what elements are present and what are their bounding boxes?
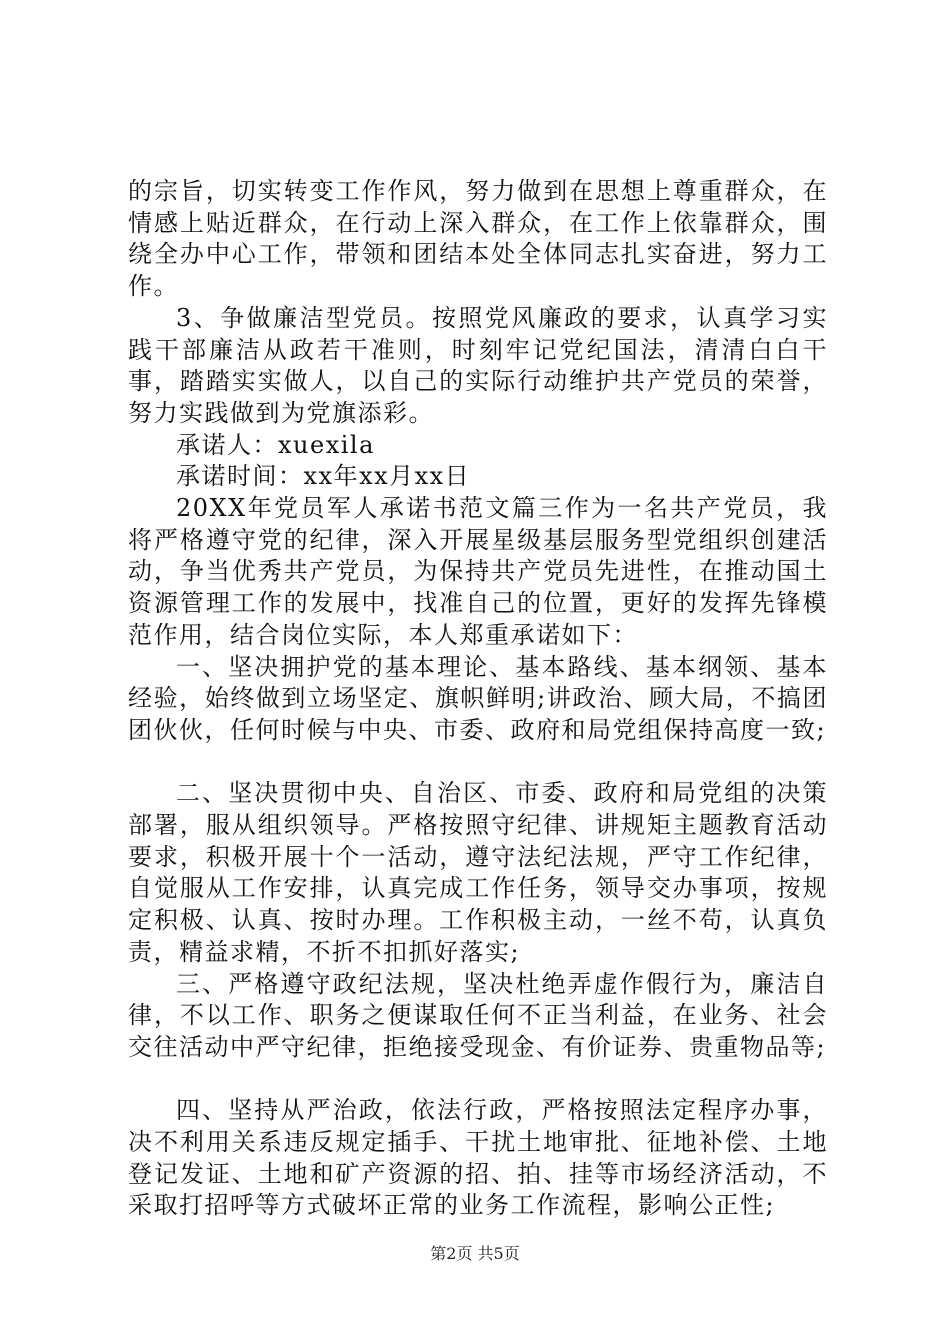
page-number-footer: 第2页 共5页 xyxy=(430,1244,520,1263)
promisor-line: 承诺人：xuexila xyxy=(176,430,375,459)
paragraph-intro-part3: 20XX年党员军人承诺书范文篇三作为一名共产党员，我将严格遵守党的纪律，深入开展星级基层服务型党组织创建活动，争当优秀共产党员，为保持共产党员先进性，在推动国土资源管理工作的发展中，找准自己的位置，更好的发挥先锋模范作用，结合岗位实际，本人郑重承诺如下： xyxy=(128,494,828,649)
paragraph-item-one: 一、坚决拥护党的基本理论、基本路线、基本纲领、基本经验，始终做到立场坚定、旗帜鲜明;讲政治、顾大局，不搞团团伙伙，任何时候与中央、市委、政府和局党组保持高度一致; xyxy=(128,652,828,744)
paragraph-item-three: 三、严格遵守政纪法规，坚决杜绝弄虚作假行为，廉洁自律，不以工作、职务之便谋取任何不正当利益，在业务、社会交往活动中严守纪律，拒绝接受现金、有价证券、贵重物品等; xyxy=(128,969,828,1061)
document-body xyxy=(128,176,828,1222)
paragraph-continuation: 的宗旨，切实转变工作作风，努力做到在思想上尊重群众，在情感上贴近群众，在行动上深入群众，在工作上依靠群众，围绕全办中心工作，带领和团结本处全体同志扎实奋进，努力工作。 xyxy=(128,177,828,301)
paragraph-spacer xyxy=(128,747,828,779)
paragraph-item-four: 四、坚持从严治政，依法行政，严格按照法定程序办事，决不利用关系违反规定插手、干扰土地审批、征地补偿、土地登记发证、土地和矿产资源的招、拍、挂等市场经济活动，不采取打招呼等方式破坏正常的业务工作流程，影响公正性; xyxy=(128,1096,828,1220)
paragraph-item-3: 3、争做廉洁型党员。按照党风廉政的要求，认真学习实践干部廉洁从政若干准则，时刻牢记党纪国法，清清白白干事，踏踏实实做人，以自己的实际行动维护共产党员的荣誉，努力实践做到为党旗添彩。 xyxy=(128,303,828,427)
paragraph-spacer xyxy=(128,1064,828,1096)
paragraph-item-two: 二、坚决贯彻中央、自治区、市委、政府和局党组的决策部署，服从组织领导。严格按照守纪律、讲规矩主题教育活动要求，积极开展十个一活动，遵守法纪法规，严守工作纪律，自觉服从工作安排，认真完成工作任务，领导交办事项，按规定积极、认真、按时办理。工作积极主动，一丝不苟，认真负责，精益求精，不折不扣抓好落实; xyxy=(128,779,828,966)
promise-date-line: 承诺时间：xx年xx月xx日 xyxy=(176,462,471,491)
